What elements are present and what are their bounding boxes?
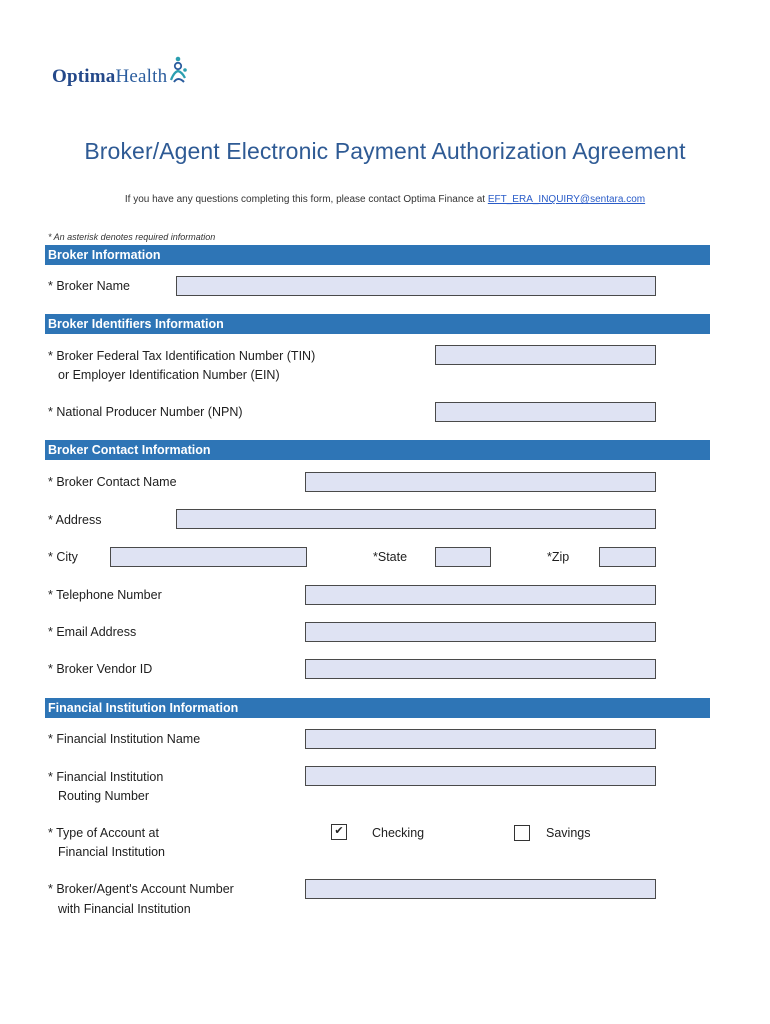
fi-name-label: * Financial Institution Name <box>48 732 201 746</box>
section-broker-information: Broker Information <box>45 245 710 265</box>
city-label: * City <box>48 550 78 564</box>
section-financial-institution: Financial Institution Information <box>45 698 710 718</box>
tin-field[interactable] <box>435 345 656 365</box>
contact-email-link[interactable]: EFT_ERA_INQUIRY@sentara.com <box>487 194 646 205</box>
address-field[interactable] <box>176 509 656 529</box>
account-number-label-line1: * Broker/Agent's Account Number <box>48 882 234 896</box>
contact-name-field[interactable] <box>305 472 656 492</box>
fi-name-field[interactable] <box>305 729 656 749</box>
page-title: Broker/Agent Electronic Payment Authorization Agreement <box>84 138 686 164</box>
logo-text-health: Health <box>115 66 168 87</box>
checking-label: Checking <box>372 826 425 840</box>
logo-text <box>52 66 167 88</box>
tin-label-line2: or Employer Identification Number (EIN) <box>58 368 280 382</box>
zip-field[interactable] <box>599 547 656 567</box>
account-type-label-line2: Financial Institution <box>58 845 166 859</box>
vendor-id-field[interactable] <box>305 659 656 679</box>
savings-checkbox[interactable] <box>514 825 530 841</box>
state-field[interactable] <box>435 547 491 567</box>
contact-text: If you have any questions completing this form, please contact Optima Finance at <box>124 194 486 205</box>
telephone-label: * Telephone Number <box>48 588 162 602</box>
email-field[interactable] <box>305 622 656 642</box>
address-label: * Address <box>48 513 102 527</box>
routing-label-line1: * Financial Institution <box>48 770 164 784</box>
people-figure-icon <box>168 56 190 86</box>
zip-label: *Zip <box>547 550 570 564</box>
state-label: *State <box>373 550 408 564</box>
section-broker-identifiers: Broker Identifiers Information <box>45 314 710 334</box>
account-type-label-line1: * Type of Account at <box>48 826 159 840</box>
routing-field[interactable] <box>305 766 656 786</box>
tin-label-line1: * Broker Federal Tax Identification Number (TIN) <box>48 349 316 363</box>
section-broker-contact: Broker Contact Information <box>45 440 710 460</box>
routing-label-line2: Routing Number <box>58 789 150 803</box>
checking-checkbox[interactable] <box>331 824 347 840</box>
broker-name-field[interactable] <box>176 276 656 296</box>
email-label: * Email Address <box>48 625 137 639</box>
contact-line <box>0 194 770 205</box>
broker-name-label: * Broker Name <box>48 279 130 293</box>
checkmark-icon: ✔ <box>334 825 344 837</box>
contact-name-label: * Broker Contact Name <box>48 475 177 489</box>
savings-label: Savings <box>546 826 591 840</box>
city-field[interactable] <box>110 547 307 567</box>
npn-field[interactable] <box>435 402 656 422</box>
telephone-field[interactable] <box>305 585 656 605</box>
asterisk-note: * An asterisk denotes required information <box>48 232 216 242</box>
account-number-field[interactable] <box>305 879 656 899</box>
logo-text-optima: Optima <box>52 66 116 87</box>
account-number-label-line2: with Financial Institution <box>58 902 191 916</box>
vendor-id-label: * Broker Vendor ID <box>48 662 153 676</box>
npn-label: * National Producer Number (NPN) <box>48 405 243 419</box>
